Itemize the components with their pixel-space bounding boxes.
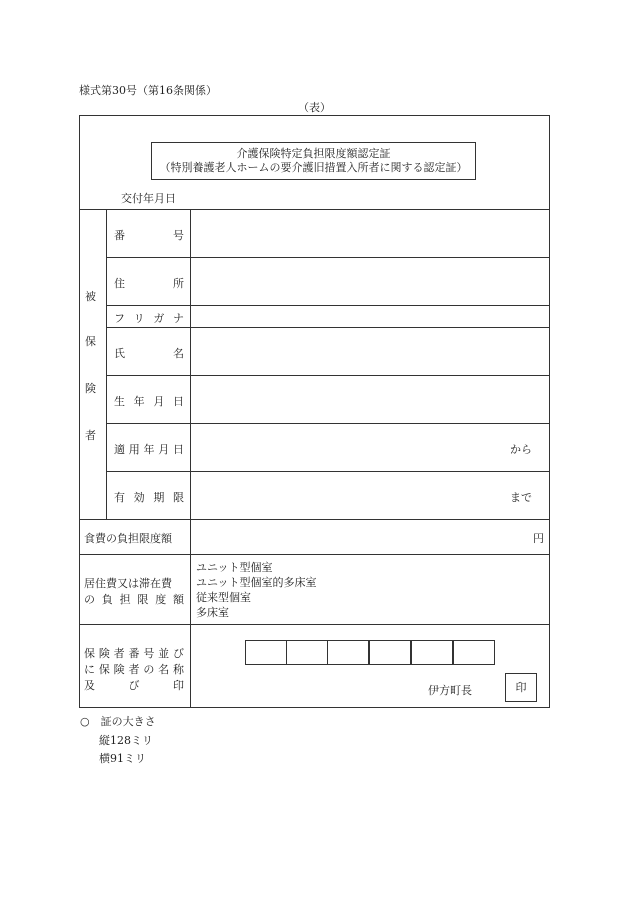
mayor-title: 伊方町長 bbox=[428, 684, 472, 697]
rule-number-bottom bbox=[106, 257, 550, 258]
insurer-number-box-3 bbox=[327, 640, 369, 665]
apply-date-label: 適 用 年 月 日 bbox=[114, 443, 184, 456]
valid-period-suffix: まで bbox=[510, 491, 532, 504]
insurer-number-box-6 bbox=[453, 640, 495, 665]
insurer-number-box-4 bbox=[369, 640, 411, 665]
rule-food-bottom bbox=[79, 554, 550, 555]
valid-period-label: 有 効 期 限 bbox=[114, 491, 184, 504]
rule-apply-bottom bbox=[106, 471, 550, 472]
room-type-multi-bed: 多床室 bbox=[196, 606, 229, 619]
front-side-label: （表） bbox=[298, 101, 331, 114]
rule-insured-bottom bbox=[79, 519, 550, 520]
rule-address-bottom bbox=[106, 305, 550, 306]
rule-residence-bottom bbox=[79, 624, 550, 625]
size-note-title: ○ 証の大きさ bbox=[80, 715, 156, 728]
issue-date-label: 交付年月日 bbox=[121, 192, 176, 205]
rule-name-bottom bbox=[106, 375, 550, 376]
insurer-label-line2: に 保 険 者 の 名 称 bbox=[84, 663, 184, 676]
certificate-title: 介護保険特定負担限度額認定証 bbox=[236, 147, 391, 160]
rule-furigana-bottom bbox=[106, 327, 550, 328]
residence-limit-label-line1: 居住費又は滞在費 bbox=[84, 577, 172, 590]
food-limit-label: 食費の負担限度額 bbox=[84, 532, 172, 545]
insurer-number-box-1 bbox=[245, 640, 287, 665]
rule-group-divider bbox=[106, 209, 107, 519]
insurer-number-box-5 bbox=[411, 640, 453, 665]
insurer-label-line1: 保 険 者 番 号 並 び bbox=[84, 647, 184, 660]
furigana-label: フ リ ガ ナ bbox=[114, 312, 184, 325]
insured-group-char-4: 者 bbox=[85, 429, 96, 442]
name-label: 氏 名 bbox=[114, 347, 184, 360]
birth-date-label: 生 年 月 日 bbox=[114, 395, 184, 408]
rule-label-divider bbox=[190, 209, 191, 708]
insured-group-char-3: 険 bbox=[85, 382, 96, 395]
insured-group-char-2: 保 bbox=[85, 335, 96, 348]
certificate-title-box bbox=[151, 142, 476, 180]
certificate-subtitle: （特別養護老人ホームの要介護旧措置入所者に関する認定証） bbox=[159, 161, 468, 174]
room-type-conventional-private: 従来型個室 bbox=[196, 591, 251, 604]
food-limit-unit: 円 bbox=[533, 532, 544, 545]
seal-box: 印 bbox=[505, 673, 537, 702]
rule-birth-bottom bbox=[106, 423, 550, 424]
size-note-height: 縦128ミリ bbox=[99, 734, 153, 747]
room-type-unit-semi-private: ユニット型個室的多床室 bbox=[196, 576, 317, 589]
residence-limit-label-line2: の 負 担 限 度 額 bbox=[84, 593, 184, 606]
size-note-width: 横91ミリ bbox=[99, 752, 146, 765]
form-number: 様式第30号（第16条関係） bbox=[79, 84, 217, 97]
address-label: 住 所 bbox=[114, 277, 184, 290]
insurer-label-line3: 及 び 印 bbox=[84, 679, 184, 692]
apply-date-suffix: から bbox=[510, 443, 532, 456]
insured-group-char-1: 被 bbox=[85, 290, 96, 303]
rule-header-bottom bbox=[79, 209, 550, 210]
number-label: 番 号 bbox=[114, 229, 184, 242]
room-type-list bbox=[196, 560, 317, 620]
room-type-unit-private: ユニット型個室 bbox=[196, 561, 273, 574]
insurer-number-box-2 bbox=[286, 640, 328, 665]
